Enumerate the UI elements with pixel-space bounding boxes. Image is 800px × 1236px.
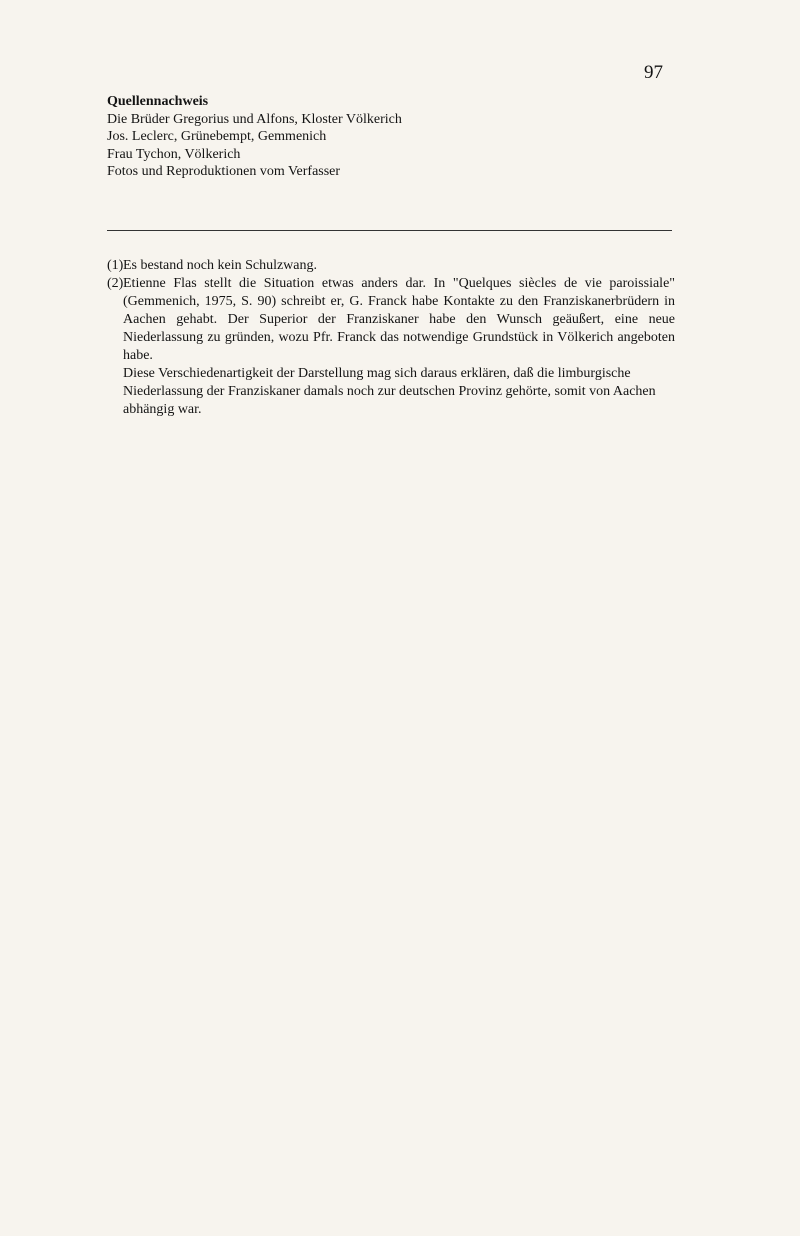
footnotes-section: [107, 257, 675, 419]
source-line: Die Brüder Gregorius und Alfons, Kloster Völkerich: [107, 111, 402, 127]
sources-heading: Quellennachweis: [107, 94, 209, 109]
footnote-separator: [107, 230, 672, 231]
footnote-number: (2): [107, 276, 124, 291]
source-line: Jos. Leclerc, Grünebempt, Gemmenich: [107, 129, 327, 144]
footnote-text: Es bestand noch kein Schulzwang.: [123, 258, 318, 273]
footnote-2: [107, 275, 675, 419]
sources-section: [107, 93, 667, 181]
footnote-continuation: Diese Verschiedenartigkeit der Darstellung mag sich daraus erklären, daß die limburgische Niederlassung der Franziskaner damals noch zur deutschen Provinz gehörte, somit von Aachen abhängig war.: [123, 366, 656, 417]
page-number: 97: [644, 62, 663, 83]
footnote-text: Etienne Flas stellt die Situation etwas anders dar. In "Quelques siècles de vie paroissiale" (Gemmenich, 1975, S. 90) schreibt er, G. Franck habe Kontakte zu den Franziskanerbrüdern in Aachen gehabt. Der Superior der Franziskaner habe den Wunsch geäußert, eine neue Niederlassung zu gründen, wozu Pfr. Franck das notwendige Grundstück in Völkerich angeboten habe.: [123, 276, 675, 363]
source-line: Fotos und Reproduktionen vom Verfasser: [107, 164, 341, 179]
footnote-number: (1): [107, 258, 124, 273]
source-line: Frau Tychon, Völkerich: [107, 146, 241, 162]
footnote-1: [107, 257, 675, 275]
